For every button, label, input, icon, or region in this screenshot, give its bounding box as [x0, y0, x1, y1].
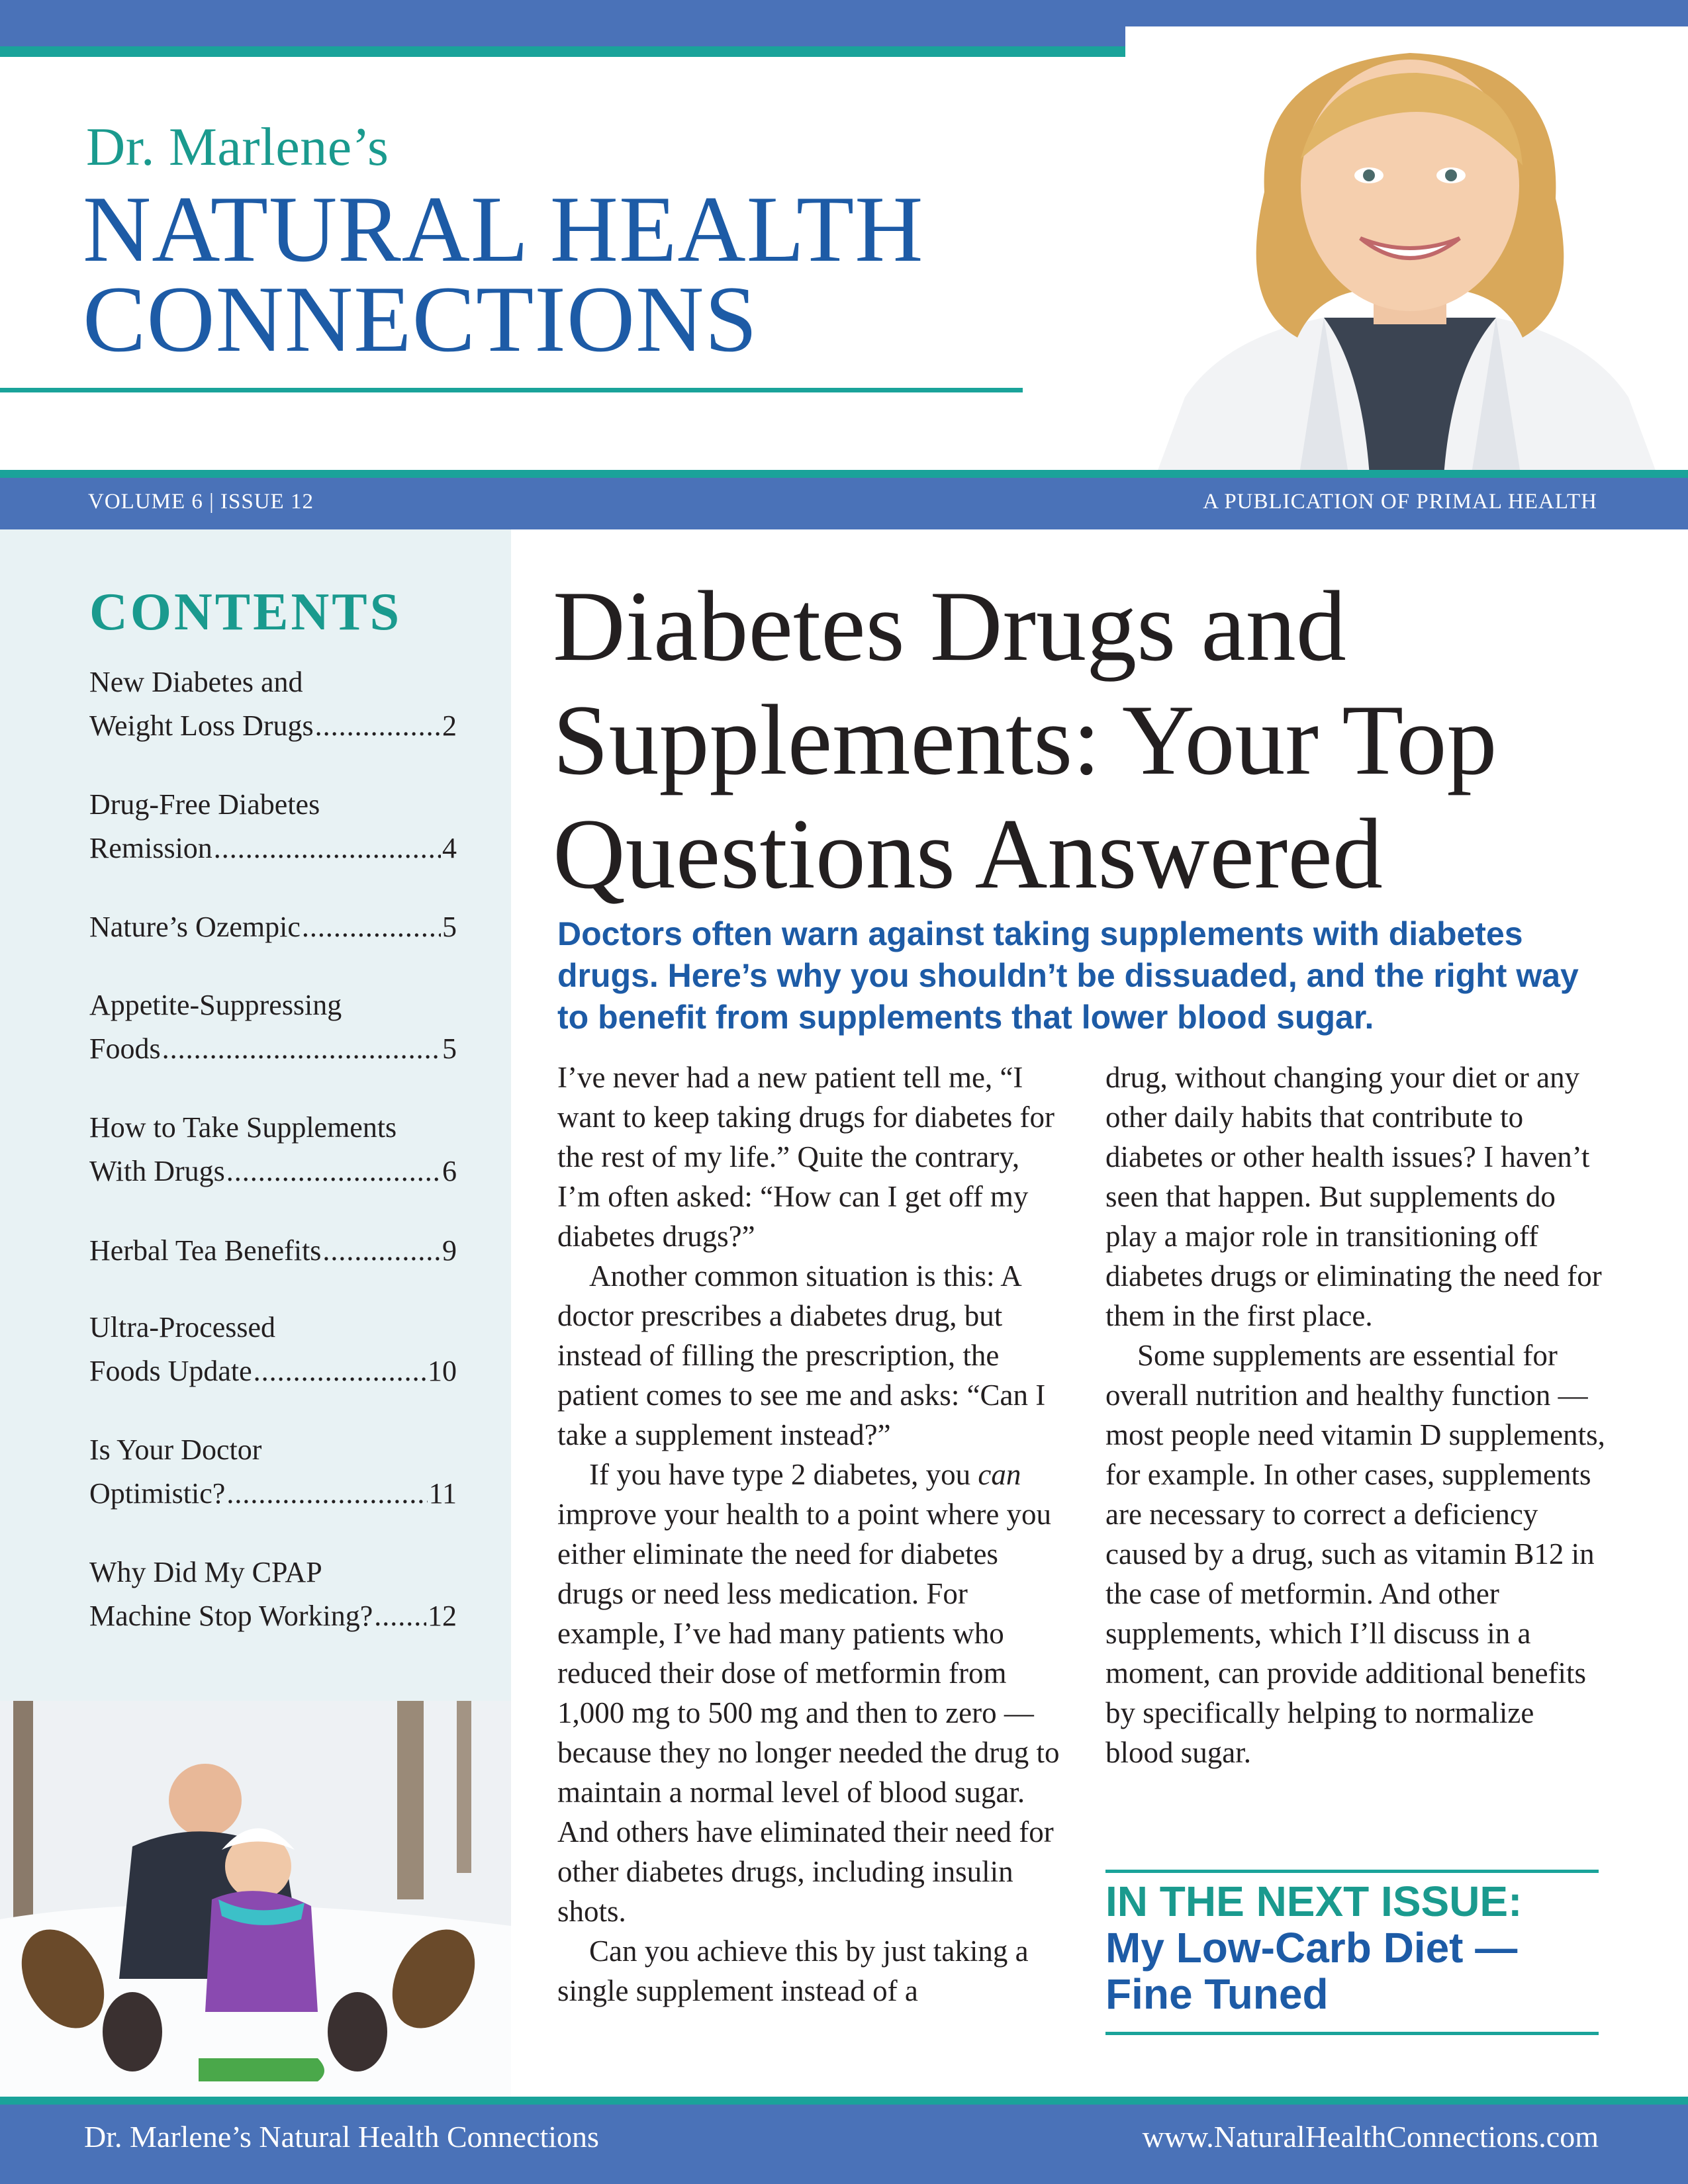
- article-column-2: [1105, 1058, 1609, 1772]
- toc-page-number: 4: [442, 832, 457, 864]
- footer-accent-rule: [0, 2097, 1688, 2105]
- masthead-title: [83, 177, 924, 371]
- toc-page-number: 11: [428, 1477, 457, 1510]
- next-issue-rule-bottom: [1105, 2032, 1599, 2035]
- toc-item-title: Machine Stop Working?: [89, 1600, 373, 1632]
- masthead-pretitle: Dr. Marlene’s: [86, 116, 389, 177]
- masthead-title-line1: NATURAL HEALTH: [83, 177, 924, 281]
- paragraph: drug, without changing your diet or any other daily habits that contribute to diabetes or other health issues? I haven’t seen that happen. But supplements do play a major role in transitioning off diabetes drugs or eliminating the need for them in the first place.: [1105, 1061, 1602, 1332]
- toc-leader: [162, 1027, 441, 1071]
- toc-page-number: 2: [442, 709, 457, 742]
- article-headline: [553, 569, 1665, 911]
- next-issue-title: My Low-Carb Diet — Fine Tuned: [1105, 1924, 1518, 2018]
- contents-heading: CONTENTS: [89, 583, 402, 641]
- article-column-1: [557, 1058, 1060, 2011]
- emphasis: can: [978, 1458, 1021, 1491]
- headline-line: Diabetes Drugs and: [553, 570, 1346, 682]
- portrait-photo: [1125, 26, 1688, 486]
- toc-item-title: Herbal Tea Benefits: [89, 1234, 322, 1267]
- toc-item[interactable]: [89, 783, 457, 870]
- toc-page-number: 5: [442, 911, 457, 943]
- toc-page-number: 10: [428, 1355, 457, 1387]
- paragraph-text: improve your health to a point where you either eliminate the need for diabetes drugs or need less medication. For example, I’ve had many patients who reduced their dose of metformin from 1,000 mg to 500 mg and then to zero — because they no longer needed the drug to maintain a normal level of blood sugar. And others have eliminated their need for other diabetes drugs, including insulin shots.: [557, 1498, 1060, 1928]
- toc-item-title: Optimistic?: [89, 1477, 226, 1510]
- toc-item-line: Why Did My CPAP: [89, 1556, 322, 1588]
- next-issue-label: IN THE NEXT ISSUE:: [1105, 1878, 1523, 1925]
- toc-page-number: 9: [442, 1234, 457, 1267]
- paragraph: Can you achieve this by just taking a single supplement instead of a: [557, 1934, 1029, 2007]
- toc-leader: [374, 1594, 426, 1638]
- headline-line: Supplements: Your Top: [553, 684, 1497, 796]
- paragraph-text: If you have type 2 diabetes, you: [589, 1458, 978, 1491]
- paragraph: Some supplements are essential for overall nutrition and healthy function — most people need vitamin D supplements, for example. In other cases, supplements are necessary to correct a deficiency caused by a drug, such as vitamin B12 in the case of metformin. And other supplements, which I’ll discuss in a moment, can provide additional benefits by specifically helping to normalize blood sugar.: [1105, 1339, 1605, 1769]
- toc-item-line: Drug-Free Diabetes: [89, 788, 320, 821]
- paragraph: I’ve never had a new patient tell me, “I want to keep taking drugs for diabetes for the rest of my life.” Quite the contrary, I’m often asked: “How can I get off my diabetes drugs?”: [557, 1061, 1055, 1253]
- toc-item[interactable]: [89, 1428, 457, 1516]
- toc-item[interactable]: [89, 660, 457, 748]
- toc-item[interactable]: [89, 1106, 457, 1193]
- toc-item[interactable]: [89, 1551, 457, 1638]
- toc-leader: [322, 1229, 441, 1273]
- paragraph: Another common situation is this: A doctor prescribes a diabetes drug, but instead of filling the prescription, the patient comes to see me and asks: “Can I take a supplement instead?”: [557, 1259, 1046, 1451]
- toc-leader: [315, 704, 441, 748]
- toc-item[interactable]: [89, 1229, 457, 1273]
- toc-item-title: With Drugs: [89, 1155, 225, 1187]
- toc-page-number: 6: [442, 1155, 457, 1187]
- toc-leader: [214, 827, 441, 870]
- headline-line: Questions Answered: [553, 798, 1383, 909]
- toc-item-title: Remission: [89, 832, 212, 864]
- masthead-title-line2: CONNECTIONS: [83, 267, 758, 371]
- toc-item-line: How to Take Supplements: [89, 1111, 397, 1144]
- sledding-couple-photo: [0, 1701, 511, 2098]
- toc-item[interactable]: [89, 983, 457, 1071]
- toc-leader: [254, 1349, 426, 1393]
- publisher-label: A PUBLICATION OF PRIMAL HEALTH: [1203, 490, 1597, 514]
- paragraph: [557, 1455, 1060, 1931]
- toc-page-number: 5: [442, 1032, 457, 1065]
- toc-item-title: Nature’s Ozempic: [89, 911, 301, 943]
- toc-item-title: Foods: [89, 1032, 161, 1065]
- toc-item-line: Ultra-Processed: [89, 1311, 276, 1343]
- toc-page-number: 12: [428, 1600, 457, 1632]
- toc-item-line: Is Your Doctor: [89, 1433, 262, 1466]
- next-issue-rule-top: [1105, 1870, 1599, 1873]
- toc-item[interactable]: [89, 1306, 457, 1393]
- masthead-rule: [0, 388, 1023, 392]
- toc-item[interactable]: [89, 905, 457, 949]
- toc-leader: [226, 1150, 441, 1193]
- toc-item-line: Appetite-Suppressing: [89, 989, 342, 1021]
- toc-item-line: New Diabetes and: [89, 666, 303, 698]
- toc-item-title: Foods Update: [89, 1355, 252, 1387]
- footer-publication-name: Dr. Marlene’s Natural Health Connections: [84, 2120, 599, 2154]
- article-deck: Doctors often warn against taking supplements with diabetes drugs. Here’s why you shouldn’t be dissuaded, and the right way to benefit from supplements that lower blood sugar.: [557, 915, 1579, 1036]
- issue-bar-accent: [0, 470, 1688, 478]
- toc-leader: [302, 905, 441, 949]
- toc-item-title: Weight Loss Drugs: [89, 709, 314, 742]
- footer-website-link[interactable]: www.NaturalHealthConnections.com: [1142, 2120, 1599, 2154]
- toc-leader: [226, 1472, 427, 1516]
- volume-issue-label: VOLUME 6 | ISSUE 12: [88, 490, 314, 514]
